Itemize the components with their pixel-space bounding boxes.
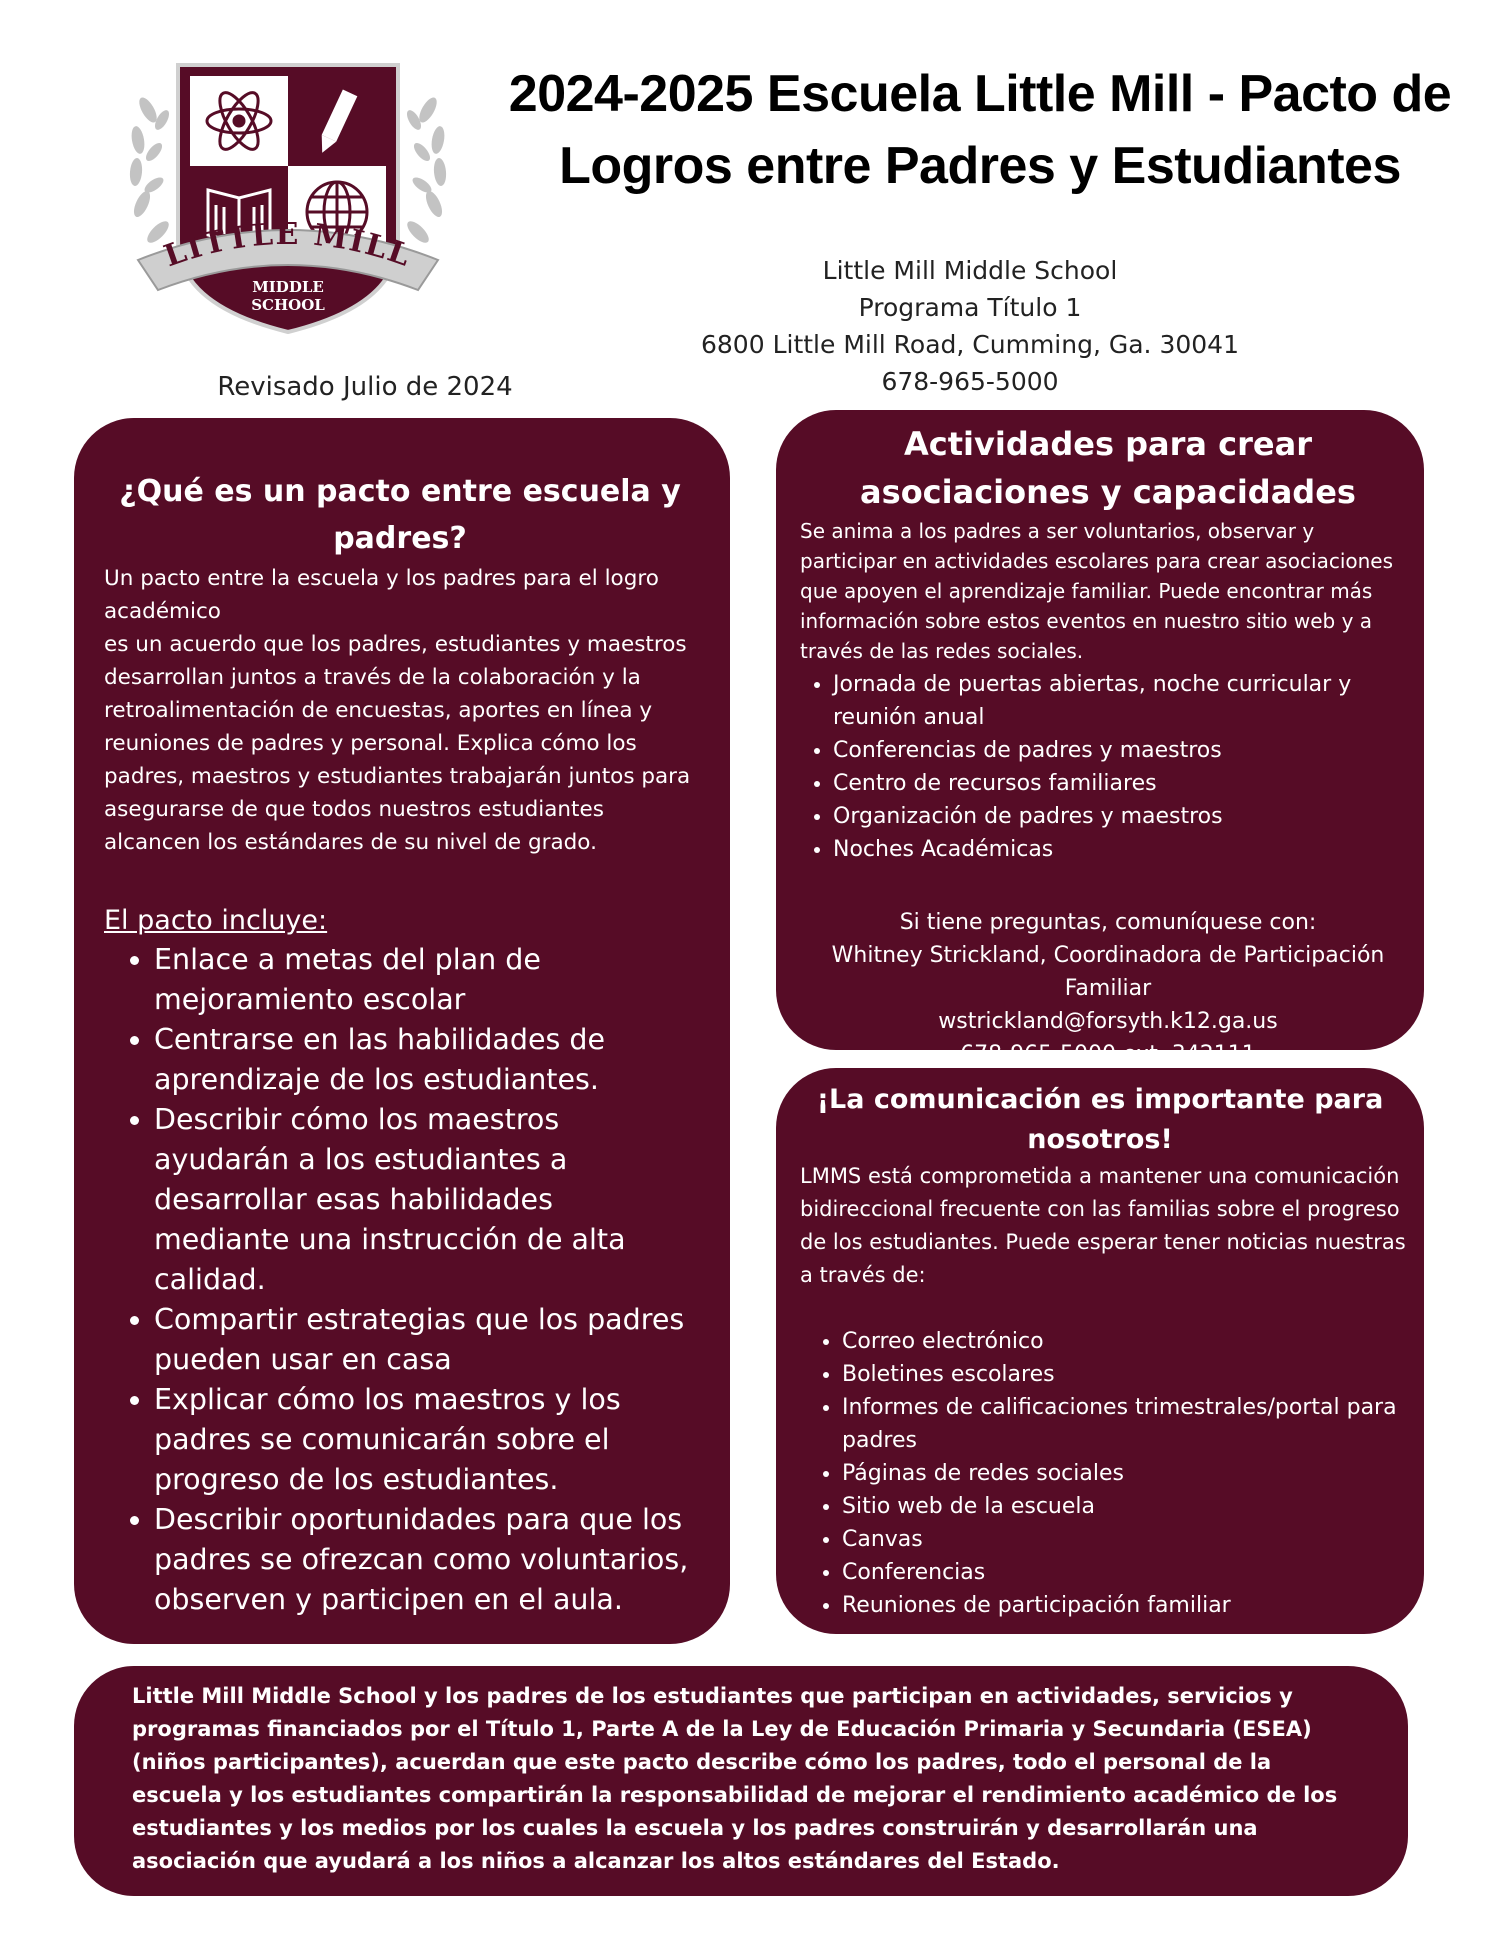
school-logo	[118, 40, 458, 340]
logo-sub-text-2: SCHOOL	[251, 296, 325, 314]
logo-banner-text: LITTLE MILL	[159, 216, 417, 275]
agreement-panel	[74, 1666, 1408, 1896]
compact-heading: ¿Qué es un pacto entre escuela y padres?	[119, 474, 681, 556]
school-phone: 678-965-5000	[881, 367, 1059, 396]
compact-paragraph-2: es un acuerdo que los padres, estudiantes y maestros desarrollan juntos a través de la colaboración y la retroalimentación de encuestas, aportes en línea y reuniones de padres y personal. Explica cómo los padres, maestros y estudiantes trabajarán juntos para asegurarse de que todos nuestros estudiantes alcancen los estándares de su nivel de grado.	[104, 632, 691, 855]
communication-paragraph: LMMS está comprometida a mantener una comunicación bidireccional frecuente con las familias sobre el progreso de los estudiantes. Puede esperar tener noticias nuestras a través de:	[800, 1164, 1406, 1287]
school-info	[690, 252, 1250, 400]
list-item: • Noches Académicas	[833, 833, 1416, 866]
laurel-right-icon	[404, 95, 447, 246]
list-item: • Explicar cómo los maestros y los padres se comunicarán sobre el progreso de los estudiantes.	[154, 1380, 696, 1500]
communication-list	[800, 1325, 1424, 1622]
compact-panel	[74, 418, 730, 1644]
activities-list	[800, 668, 1416, 866]
list-item: • Boletines escolares	[842, 1358, 1424, 1391]
list-item: • Jornada de puertas abiertas, noche curricular y reunión anual	[833, 668, 1416, 734]
list-item: • Describir cómo los maestros ayudarán a los estudiantes a desarrollar esas habilidades mediante una instrucción de alta calidad.	[154, 1100, 696, 1300]
contact-name: Whitney Strickland, Coordinadora de Participación Familiar	[831, 943, 1385, 1001]
list-item: • Enlace a metas del plan de mejoramiento escolar	[154, 940, 696, 1020]
list-item: • Canvas	[842, 1523, 1424, 1556]
list-item: • Centrarse en las habilidades de aprendizaje de los estudiantes.	[154, 1020, 696, 1100]
includes-heading: El pacto incluye:	[104, 905, 328, 936]
list-item: • Organización de padres y maestros	[833, 800, 1416, 833]
contact-intro: Si tiene preguntas, comuníquese con:	[899, 910, 1317, 935]
list-item: • Páginas de redes sociales	[842, 1457, 1424, 1490]
activities-paragraph: Se anima a los padres a ser voluntarios, observar y participar en actividades escolares para crear asociaciones que apoyen el aprendizaje familiar. Puede encontrar más información sobre estos eventos en nuestro sitio web y a través de las redes sociales.	[800, 519, 1394, 663]
revised-date: Revisado Julio de 2024	[217, 372, 513, 402]
list-item: • Describir oportunidades para que los padres se ofrezcan como voluntarios, observen y participen en el aula.	[154, 1500, 696, 1620]
contact-phone: 678-965-5000 ext. 342111	[960, 1042, 1256, 1067]
agreement-text: Little Mill Middle School y los padres de los estudiantes que participan en actividades, servicios y programas financiados por el Título 1, Parte A de la Ley de Educación Primaria y Secundaria (ESEA) (niños participantes), acuerdan que este pacto describe cómo los padres, todo el personal de la escuela y los estudiantes compartirán la responsabilidad de mejorar el rendimiento académico de los estudiantes y los medios por los cuales la escuela y los padres construirán y desarrollarán una asociación que ayudará a los niños a alcanzar los altos estándares del Estado.	[132, 1684, 1338, 1873]
list-item: • Conferencias	[842, 1556, 1424, 1589]
contact-email: wstrickland@forsyth.k12.ga.us	[938, 1009, 1278, 1034]
list-item: • Reuniones de participación familiar	[842, 1589, 1424, 1622]
laurel-left-icon	[129, 95, 172, 246]
list-item: • Centro de recursos familiares	[833, 767, 1416, 800]
list-item: • Informes de calificaciones trimestrales/portal para padres	[842, 1391, 1424, 1457]
activities-panel	[776, 410, 1424, 1067]
school-name: Little Mill Middle School	[822, 256, 1118, 285]
list-item: • Correo electrónico	[842, 1325, 1424, 1358]
activities-heading: Actividades para crear asociaciones y capacidades	[860, 425, 1356, 511]
list-item: • Conferencias de padres y maestros	[833, 734, 1416, 767]
list-item: • Compartir estrategias que los padres pueden usar en casa	[154, 1300, 696, 1380]
communication-panel	[776, 1068, 1424, 1634]
program-name: Programa Título 1	[858, 293, 1082, 322]
contact-block	[800, 906, 1416, 1071]
list-item: • Sitio web de la escuela	[842, 1490, 1424, 1523]
page-title: 2024-2025 Escuela Little Mill - Pacto de Logros entre Padres y Estudiantes	[508, 65, 1452, 195]
communication-heading: ¡La comunicación es importante para nosotros!	[816, 1084, 1384, 1155]
school-address: 6800 Little Mill Road, Cumming, Ga. 30041	[701, 330, 1239, 359]
logo-sub-text-1: MIDDLE	[252, 278, 324, 296]
includes-list	[104, 940, 696, 1620]
compact-paragraph-1: Un pacto entre la escuela y los padres para el logro académico	[104, 566, 659, 624]
